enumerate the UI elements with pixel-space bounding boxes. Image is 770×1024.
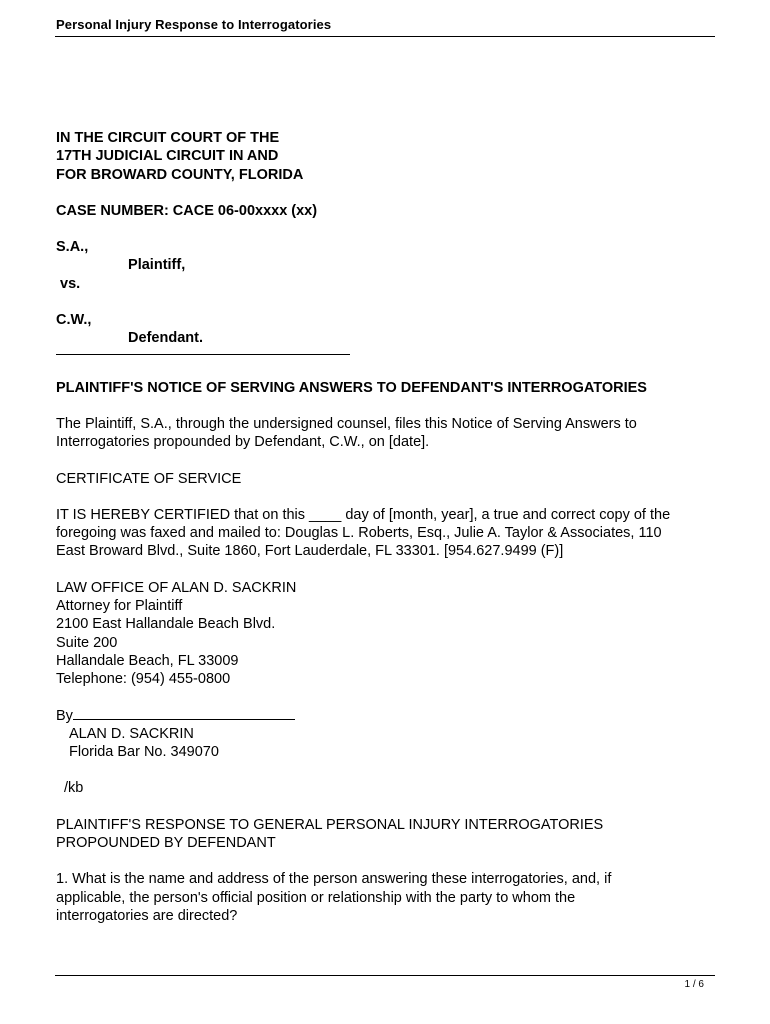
question-1-line-1: 1. What is the name and address of the person answering these interrogatories, and, if	[56, 871, 612, 888]
versus: vs.	[60, 275, 81, 292]
case-number: CASE NUMBER: CACE 06-00xxxx (xx)	[56, 202, 318, 219]
plaintiff-name: S.A.,	[56, 239, 89, 256]
defendant-name: C.W.,	[56, 312, 92, 329]
court-line-1: IN THE CIRCUIT COURT OF THE	[56, 130, 280, 146]
notice-body-line-1: The Plaintiff, S.A., through the undersigned counsel, files this Notice of Serving Answers to	[56, 415, 637, 432]
page-header-title: Personal Injury Response to Interrogatories	[56, 17, 332, 32]
law-office-phone: Telephone: (954) 455-0800	[56, 671, 231, 688]
question-1-line-3: interrogatories are directed?	[56, 907, 238, 924]
signature-line	[56, 707, 726, 725]
court-line-2: 17TH JUDICIAL CIRCUIT IN AND	[56, 148, 279, 165]
certificate-line-2: foregoing was faxed and mailed to: Douglas L. Roberts, Esq., Julie A. Taylor & Associates, 110	[56, 525, 662, 542]
signature-bar-number: Florida Bar No. 349070	[69, 744, 219, 761]
notice-title: PLAINTIFF'S NOTICE OF SERVING ANSWERS TO DEFENDANT'S INTERROGATORIES	[56, 379, 647, 396]
plaintiff-role-line	[56, 256, 726, 274]
law-office-address-1: 2100 East Hallandale Beach Blvd.	[56, 616, 276, 633]
defendant-role: Defendant.	[128, 330, 203, 347]
placeholder-marks	[56, 258, 124, 272]
response-title-line-2: PROPOUNDED BY DEFENDANT	[56, 835, 276, 852]
certificate-line-1: IT IS HEREBY CERTIFIED that on this ____ day of [month, year], a true and correct copy of the	[56, 506, 671, 523]
certificate-title: CERTIFICATE OF SERVICE	[56, 470, 242, 487]
signature-blank	[73, 707, 295, 720]
law-office-role: Attorney for Plaintiff	[56, 598, 183, 615]
court-line-3: FOR BROWARD COUNTY, FLORIDA	[56, 166, 304, 183]
notice-body-line-2: Interrogatories propounded by Defendant, C.W., on [date].	[56, 434, 430, 451]
response-title-line-1: PLAINTIFF'S RESPONSE TO GENERAL PERSONAL INJURY INTERROGATORIES	[56, 816, 604, 833]
footer-divider	[55, 975, 715, 976]
law-office-city: Hallandale Beach, FL 33009	[56, 652, 239, 669]
header-divider	[55, 36, 715, 37]
document-body	[56, 129, 726, 925]
page-number: 1 / 6	[684, 979, 704, 990]
caption-divider	[56, 354, 350, 355]
versus-line	[56, 275, 726, 293]
court-caption	[56, 129, 726, 184]
placeholder-marks	[56, 331, 124, 345]
defendant-role-line	[56, 329, 726, 347]
plaintiff-role: Plaintiff,	[128, 257, 186, 274]
signature-by: By	[56, 707, 73, 724]
law-office-address-2: Suite 200	[56, 634, 118, 651]
typist-initials: /kb	[64, 780, 84, 797]
question-1-line-2: applicable, the person's official position or relationship with the party to whom the	[56, 889, 576, 906]
signature-name: ALAN D. SACKRIN	[69, 725, 194, 742]
certificate-line-3: East Broward Blvd., Suite 1860, Fort Lauderdale, FL 33301. [954.627.9499 (F)]	[56, 543, 564, 560]
law-office-name: LAW OFFICE OF ALAN D. SACKRIN	[56, 579, 297, 596]
